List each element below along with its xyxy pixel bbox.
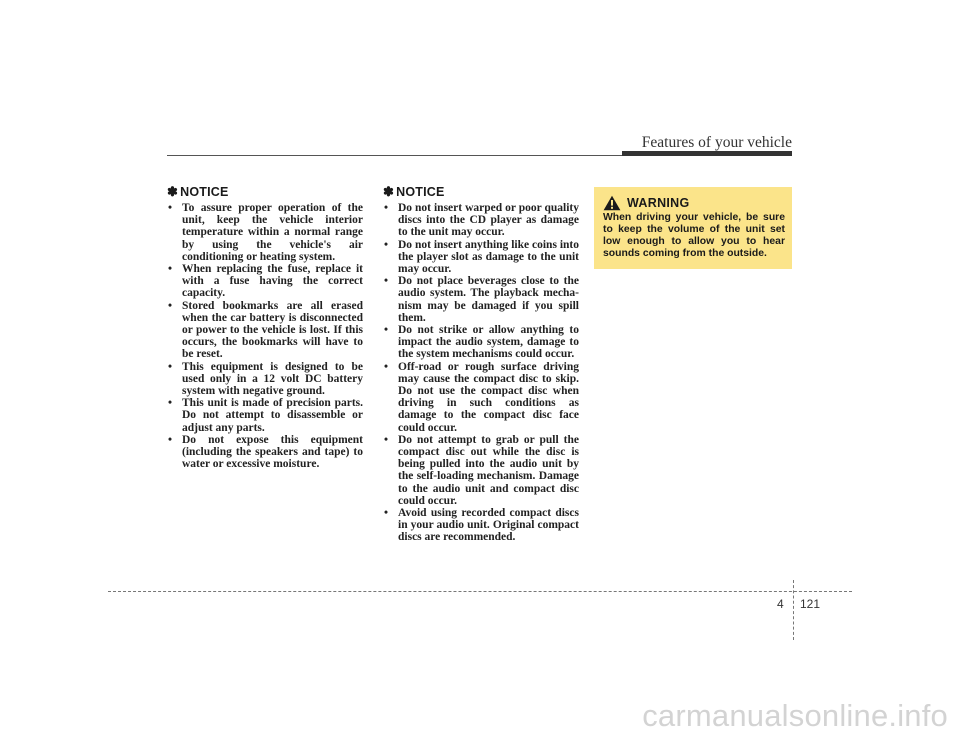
footer-dashed-divider <box>793 580 794 640</box>
header-rule-accent <box>622 151 792 156</box>
asterisk-icon: ✽ <box>383 184 395 199</box>
notice-mid <box>383 184 579 544</box>
section-title: Features of your vehicle <box>641 134 792 151</box>
notice-left-title <box>167 184 363 200</box>
watermark: carmanualsonline.info <box>642 698 948 733</box>
asterisk-icon: ✽ <box>167 184 179 199</box>
warning-box <box>594 187 792 269</box>
notice-mid-list <box>383 202 579 544</box>
warning-title: WARNING <box>627 196 690 210</box>
list-item: • This equipment is designed to be used only in a 12 volt DC battery system with negative ground. <box>167 361 363 398</box>
chapter-number: 4 <box>777 597 784 611</box>
list-item: • Do not expose this equipment (including the speakers and tape) to water or excessive moisture. <box>167 434 363 471</box>
list-item: • Do not place beverages close to the audio system. The playback mechanism may be damaged if you spill them. <box>383 275 579 324</box>
notice-mid-title <box>383 184 579 200</box>
list-item: • Do not strike or allow anything to impact the audio system, damage to the system mechanisms could occur. <box>383 324 579 361</box>
list-item: • Do not insert warped or poor quality discs into the CD player as damage to the unit may occur. <box>383 202 579 239</box>
notice-mid-title-text: NOTICE <box>396 185 445 199</box>
list-item: • Do not attempt to grab or pull the compact disc out while the disc is being pulled into the audio unit by the self-loading mechanism. Damage to the audio unit and compact disc could occur. <box>383 434 579 507</box>
list-item: • This unit is made of precision parts. Do not attempt to disassemble or adjust any parts. <box>167 397 363 434</box>
list-item: • Avoid using recorded compact discs in your audio unit. Original compact discs are recommended. <box>383 507 579 544</box>
footer-dashed-rule <box>108 591 852 592</box>
notice-left-list <box>167 202 363 470</box>
warning-text: When driving your vehicle, be sure to keep the volume of the unit set low enough to allow you to hear sounds coming from the outside. <box>603 212 785 259</box>
notice-left-title-text: NOTICE <box>180 185 229 199</box>
list-item: • Do not insert anything like coins into the player slot as damage to the unit may occur. <box>383 239 579 276</box>
page-number: 121 <box>800 597 821 611</box>
notice-left <box>167 184 363 470</box>
list-item: • Off-road or rough surface driving may cause the compact disc to skip. Do not use the compact disc when driving in such conditions as damage to the compact disc face could occur. <box>383 361 579 434</box>
list-item: • To assure proper operation of the unit, keep the vehicle interior temperature within a normal range by using the vehicle's air conditioning or heating system. <box>167 202 363 263</box>
list-item: • Stored bookmarks are all erased when the car battery is disconnected or power to the vehicle is lost. If this occurs, the bookmarks will have to be reset. <box>167 300 363 361</box>
warning-header <box>603 195 785 211</box>
list-item: • When replacing the fuse, replace it with a fuse having the correct capacity. <box>167 263 363 300</box>
warning-triangle-icon <box>603 195 621 211</box>
